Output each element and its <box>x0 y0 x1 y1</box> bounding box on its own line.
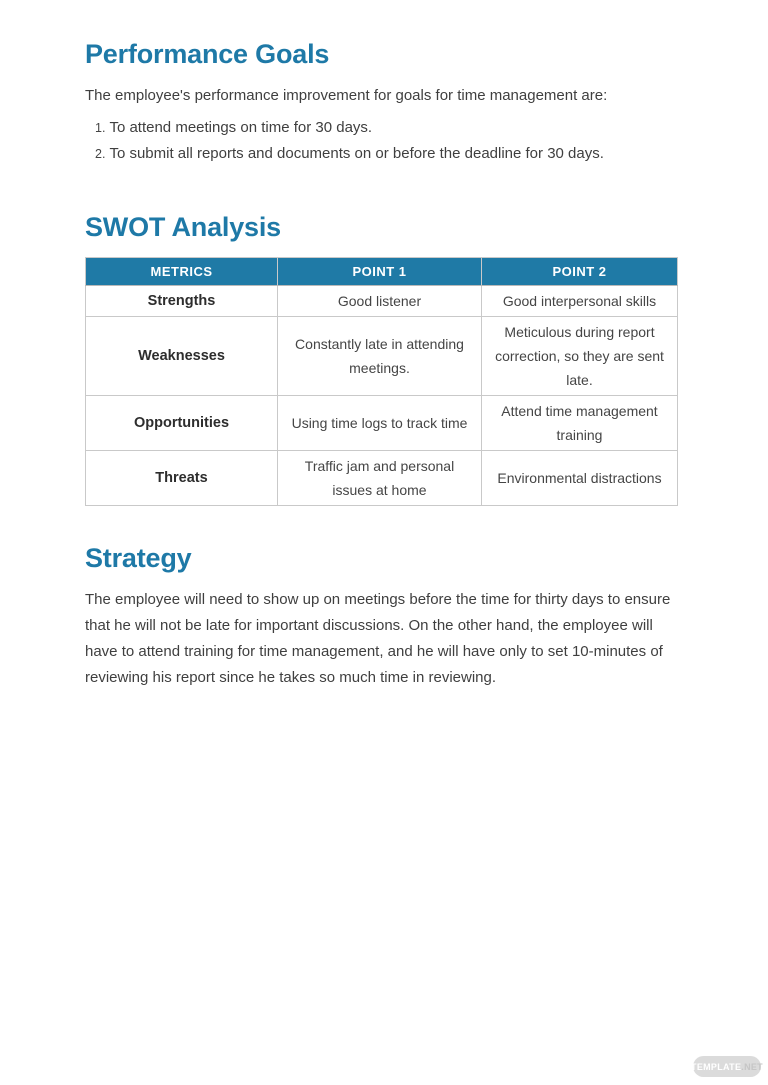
list-item <box>95 115 683 141</box>
table-cell-point2: Attend time management training <box>482 396 678 451</box>
table-header-row <box>86 258 678 286</box>
list-item-number: 1. <box>95 121 106 135</box>
strategy-title: Strategy <box>85 543 192 573</box>
list-item-text: To attend meetings on time for 30 days. <box>109 119 373 136</box>
table-cell-metric: Strengths <box>86 286 278 317</box>
performance-goals-title: Performance Goals <box>85 39 330 69</box>
table-row <box>86 451 678 506</box>
table-cell-metric: Opportunities <box>86 396 278 451</box>
table-cell-point1: Constantly late in attending meetings. <box>278 317 482 396</box>
performance-goals-list <box>95 115 683 167</box>
table-header-metrics: METRICS <box>86 258 278 286</box>
table-cell-point1: Traffic jam and personal issues at home <box>278 451 482 506</box>
table-cell-point2: Environmental distractions <box>482 451 678 506</box>
swot-table <box>85 257 678 506</box>
table-cell-metric: Threats <box>86 451 278 506</box>
template-net-watermark <box>693 1056 761 1077</box>
table-header-point2: POINT 2 <box>482 258 678 286</box>
swot-analysis-title: SWOT Analysis <box>85 212 281 242</box>
watermark-suffix: .NET <box>741 1061 763 1072</box>
list-item <box>95 141 683 167</box>
table-cell-point1: Good listener <box>278 286 482 317</box>
table-row <box>86 286 678 317</box>
table-row <box>86 396 678 451</box>
list-item-text: To submit all reports and documents on or before the deadline for 30 days. <box>109 145 604 162</box>
table-cell-point2: Meticulous during report correction, so they are sent late. <box>482 317 678 396</box>
table-row <box>86 317 678 396</box>
table-cell-point1: Using time logs to track time <box>278 396 482 451</box>
table-cell-point2: Good interpersonal skills <box>482 286 678 317</box>
watermark-label: TEMPLATE <box>691 1061 742 1072</box>
list-item-number: 2. <box>95 147 106 161</box>
performance-goals-intro: The employee's performance improvement for goals for time management are: <box>85 87 608 104</box>
strategy-body: The employee will need to show up on meetings before the time for thirty days to ensure that he will not be late for important discussions. On the other hand, the employee will have to attend training for time management, and he will have only to set 10-minutes of reviewing his report since he takes so much time in reviewing. <box>85 591 671 686</box>
table-header-point1: POINT 1 <box>278 258 482 286</box>
table-cell-metric: Weaknesses <box>86 317 278 396</box>
